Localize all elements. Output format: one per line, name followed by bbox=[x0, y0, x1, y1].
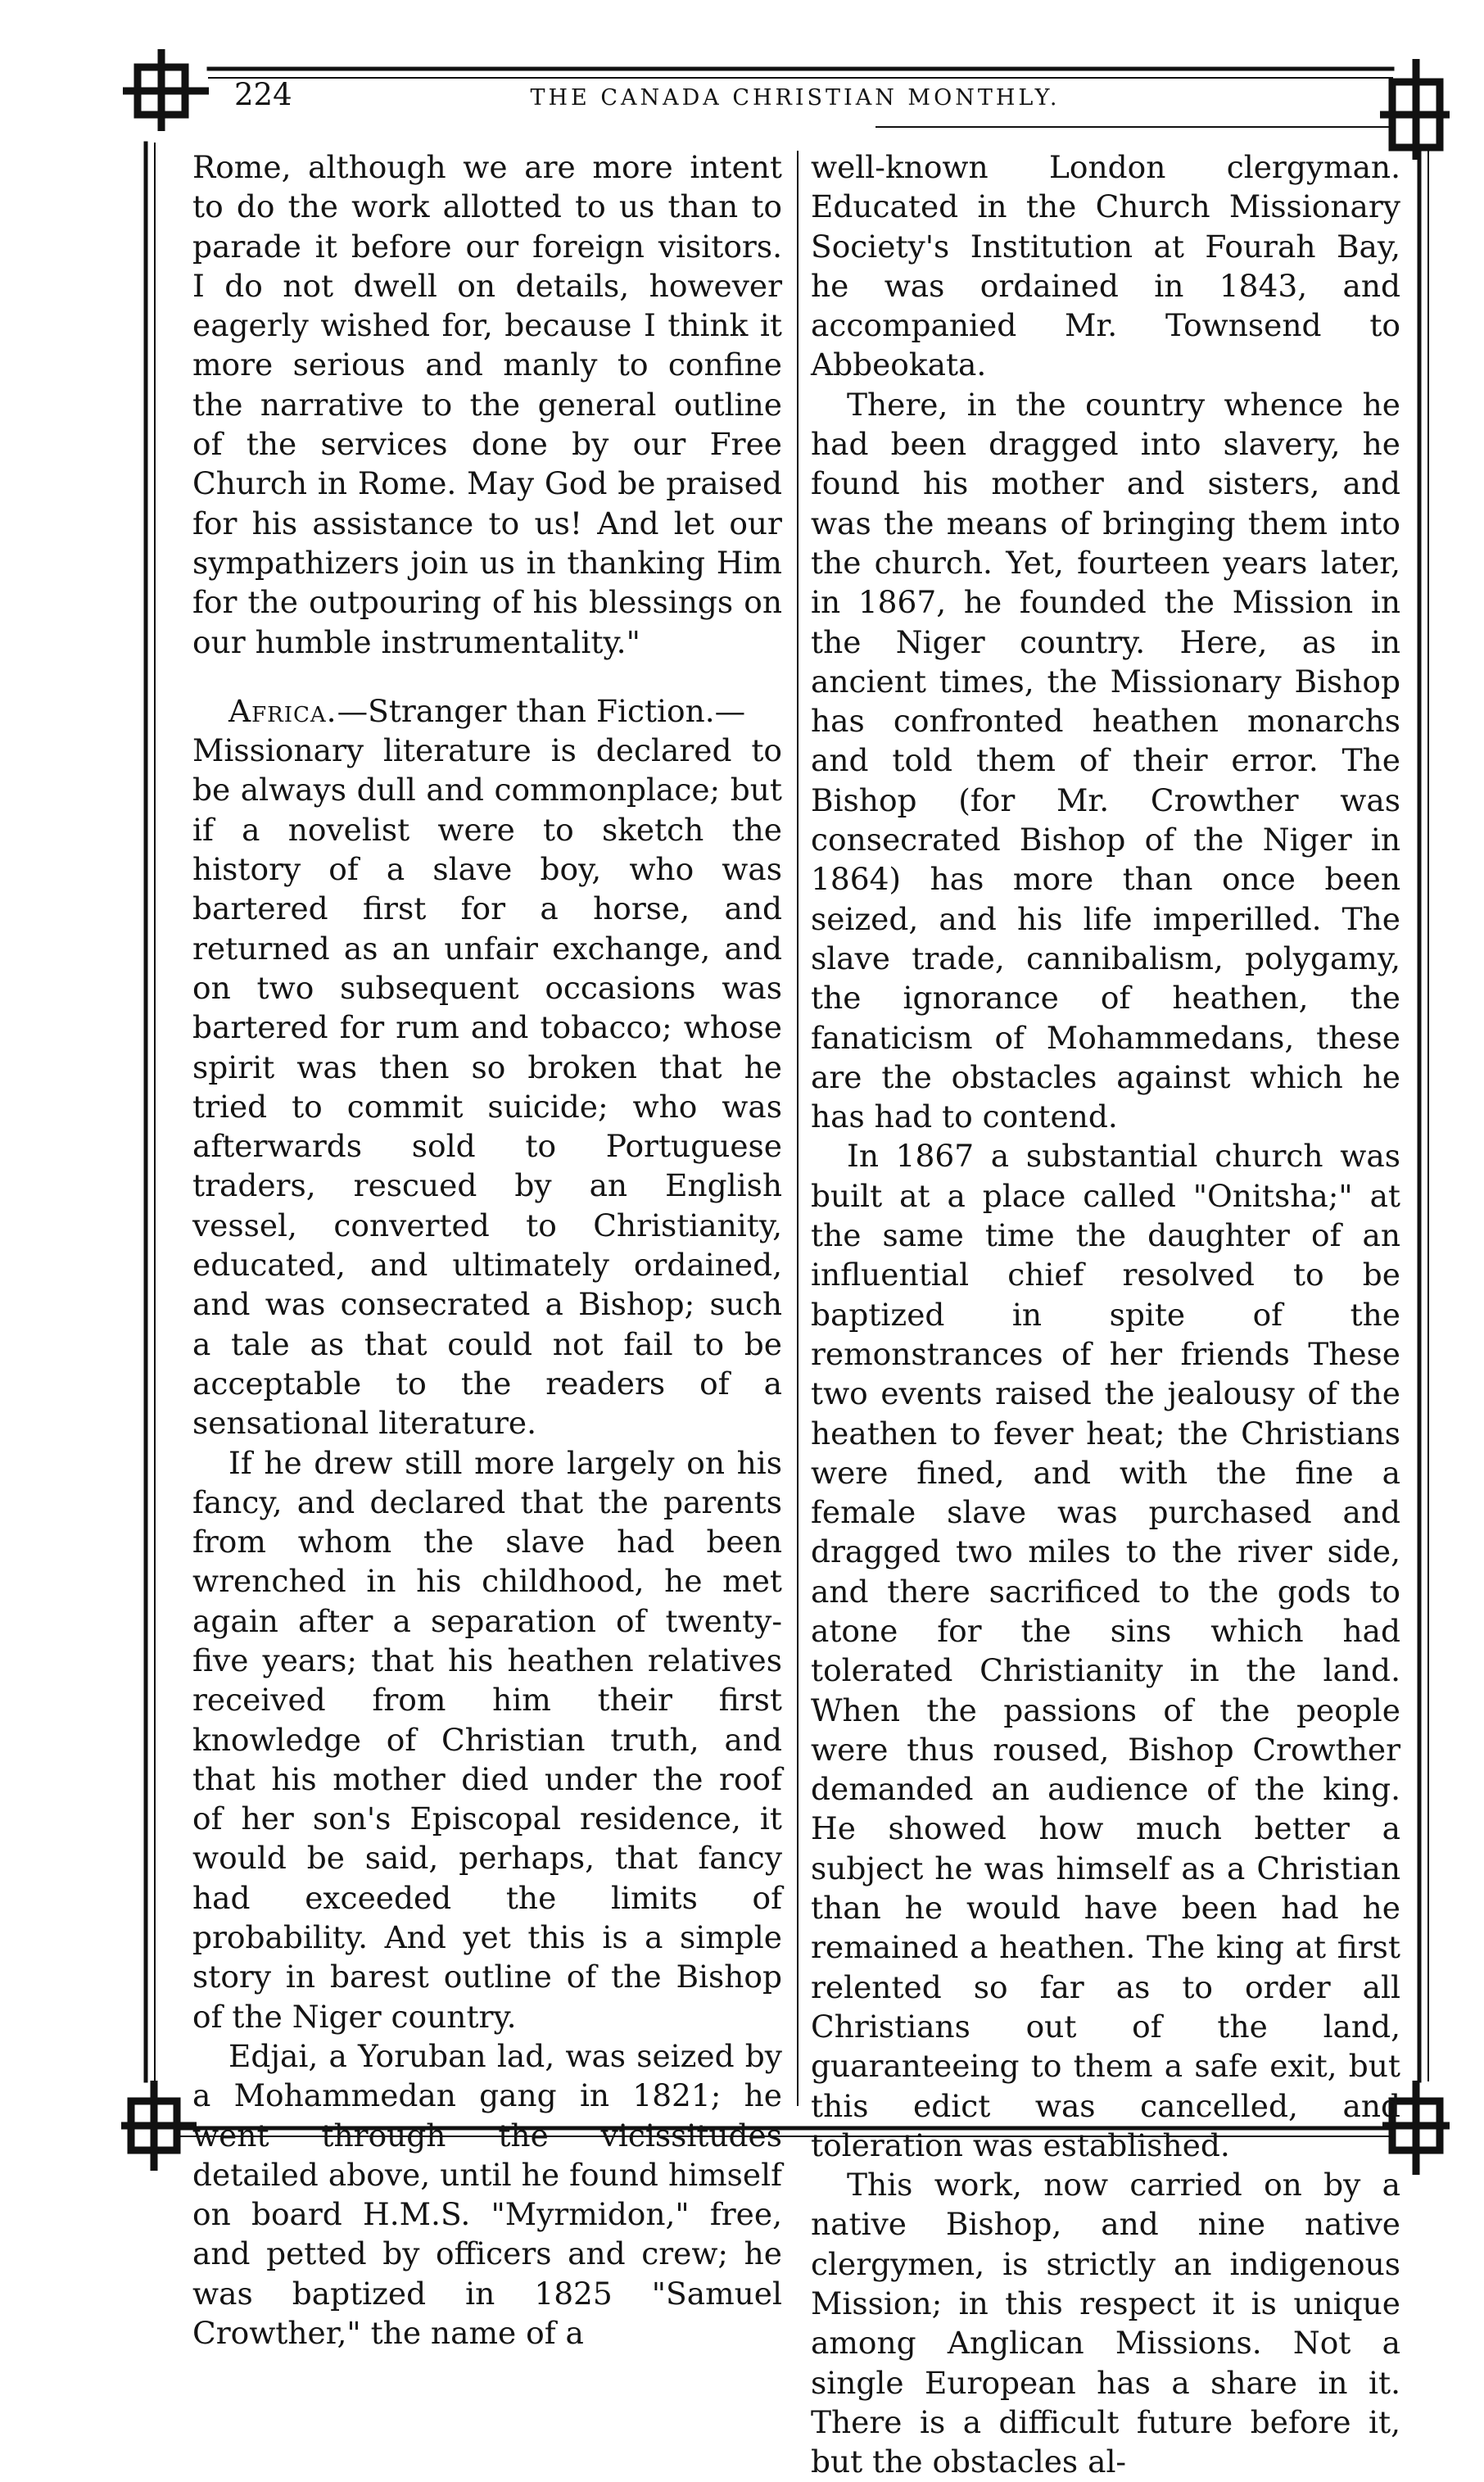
corner-ornament-top-right bbox=[1380, 59, 1450, 160]
body-paragraph: Missionary literature is declared to be always dull and commonplace; but if a novelist were to sketch the history of a slave boy, who was bartered first for a horse, and returned as an unfair exchange, and on two subsequent occasions was bartered for rum and tobacco; whose spirit was then so broken that he tried to commit suicide; who was afterwards sold to Portuguese traders, rescued by an English vessel, converted to Christianity, educated, and ultimately ordained, and was consecrated a Bishop; such a tale as that could not fail to be acceptable to the readers of a sensational literature. bbox=[192, 732, 782, 1442]
body-paragraph: This work, now carried on by a native Bishop, and nine native clergymen, is strictly an indigenous Mission; in this respect it is unique among Anglican Missions. Not a single European has a share in it. There is a difficult future before it, but the obstacles al- bbox=[811, 2167, 1400, 2480]
body-paragraph: Edjai, a Yoruban lad, was seized by a Mohammedan gang in 1821; he went through the vicissitudes detailed above, until he found himself on board H.M.S. "Myrmidon," free, and petted by officers and crew; he was baptized in 1825 "Samuel Crowther," the name of a bbox=[192, 2037, 782, 2352]
africa-section-intro bbox=[192, 691, 782, 731]
body-paragraph: If he drew still more largely on his fancy, and declared that the parents from whom the slave had been wrenched in his childhood, he met again after a separation of twenty-five years; that his heathen relatives received from him their first knowledge of Christian truth, and that his mother died under the roof of her son's Episcopal residence, it would be said, perhaps, that fancy had exceeded the limits of probability. And yet this is a simple story in barest outline of the Bishop of the Niger country. bbox=[192, 1444, 782, 2035]
page-header bbox=[210, 72, 1381, 125]
running-title: THE CANADA CHRISTIAN MONTHLY. bbox=[530, 85, 1061, 111]
rome-paragraph-end: Rome, although we are more intent to do the work allotted to us than to parade it before our foreign visitors. I do not dwell on details, however eagerly wished for, because I think it more serious and manly to confine the narrative to the general outline of the services done by our Free Church in Rome. May God be praised for his assistance to us! And let our sympathizers join us in thanking Him for the outpouring of his blessings on our humble instrumentality." bbox=[192, 149, 782, 660]
body-paragraph: In 1867 a substantial church was built at a place called "Onitsha;" at the same time the daughter of an influential chief resolved to be baptized in spite of the remonstrances of her friends These two events raised the jealousy of the heathen to fever heat; the Christians were fined, and with the fine a female slave was purchased and dragged two miles to the river side, and there sacrificed to the gods to atone for the sins which had tolerated Christianity in the land. When the passions of the people were thus roused, Bishop Crowther demanded an audience of the king. He showed how much better a subject he was himself as a Christian than he would have been had he remained a heathen. The king at first relented so far as to order all Christians out of the land, guaranteeing to them a safe exit, but this edict was cancelled, and toleration was established. bbox=[811, 1138, 1400, 2163]
section-label-africa: Africa. bbox=[228, 692, 337, 729]
left-column bbox=[192, 147, 782, 2353]
section-title: —Stranger than Fiction.— bbox=[337, 692, 746, 729]
body-paragraph: There, in the country whence he had been dragged into slavery, he found his mother and sisters, and was the means of bringing them into the church. Yet, fourteen years later, in 1867, he founded the Mission in the Niger country. Here, as in ancient times, the Missionary Bishop has confronted heathen monarchs and told them of their error. The Bishop (for Mr. Crowther was consecrated Bishop of the Niger in 1864) has more than once been seized, and his life imperilled. The slave trade, cannibalism, polygamy, the ignorance of heathen, the fanaticism of Mohammedans, these are the obstacles against which he has had to contend. bbox=[811, 386, 1400, 1135]
body-paragraph: well-known London clergyman. Educated in the Church Missionary Society's Institution at Fourah Bay, he was ordained in 1843, and accompanied Mr. Townsend to Abbeokata. bbox=[811, 149, 1400, 383]
corner-ornament-top-left bbox=[123, 49, 209, 131]
right-column bbox=[811, 147, 1400, 2482]
page-number: 224 bbox=[234, 77, 292, 112]
corner-ornament-bottom-left bbox=[121, 2081, 197, 2171]
